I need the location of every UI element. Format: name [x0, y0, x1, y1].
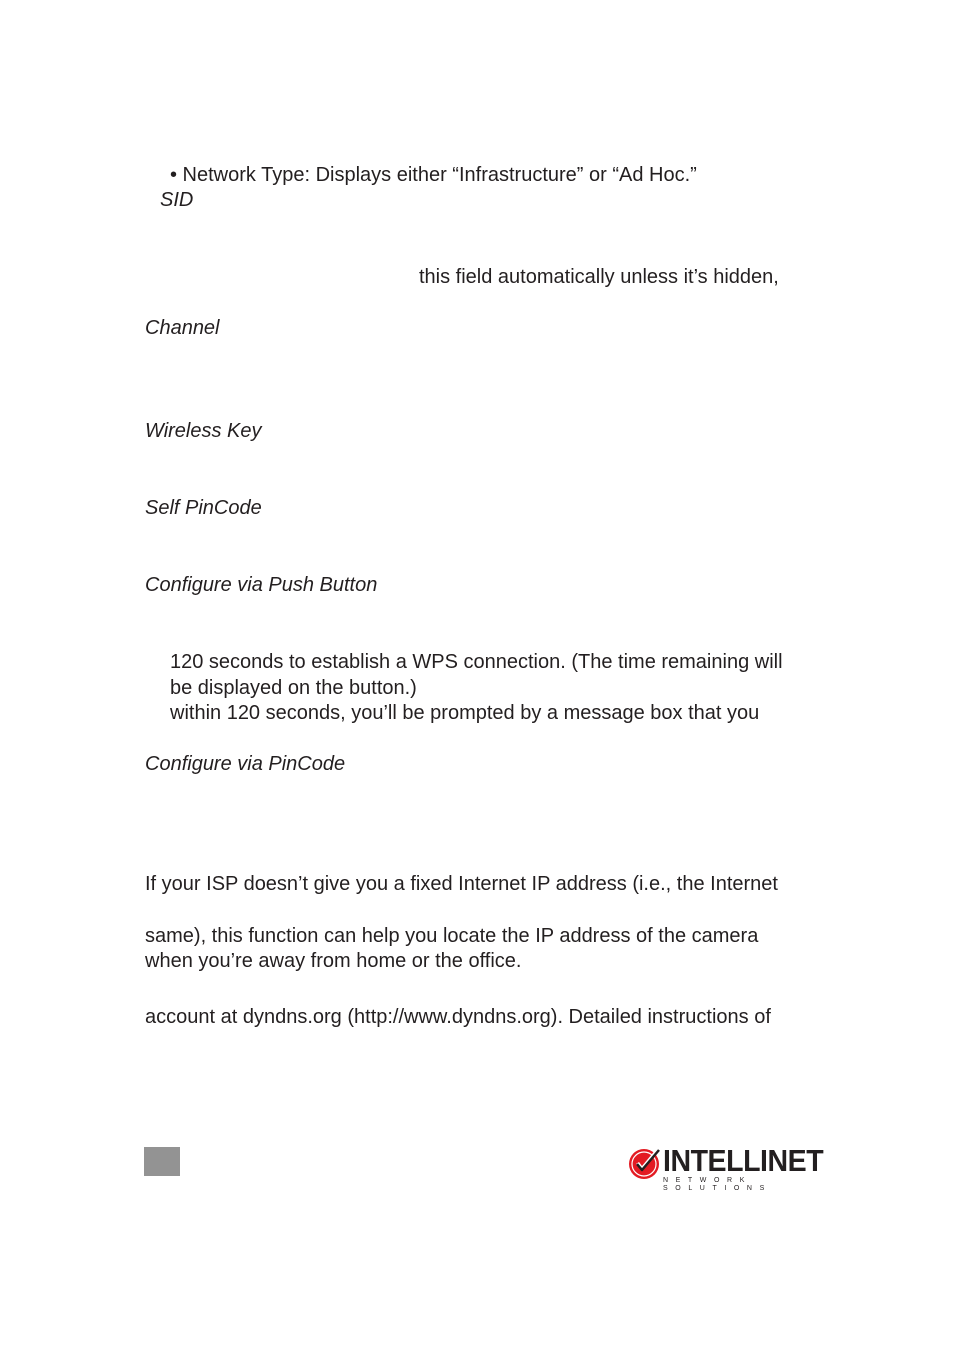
logo-wordmark: INTELLINET [663, 1143, 824, 1178]
intellinet-logo [627, 1143, 843, 1192]
within-120-text: within 120 seconds, you’ll be prompted by a message box that you [170, 702, 760, 724]
dyndns-text: account at dyndns.org (http://www.dyndns.org). Detailed instructions of [145, 1006, 771, 1028]
field-auto-text: this field automatically unless it’s hidden, [419, 266, 779, 288]
page-number-box [144, 1147, 180, 1176]
channel-heading: Channel [145, 317, 220, 339]
same-function-text: same), this function can help you locate the IP address of the camera [145, 925, 759, 947]
away-home-text: when you’re away from home or the office. [145, 950, 522, 972]
logo-tagline: NETWORK SOLUTIONS [663, 1177, 772, 1192]
isp-fixed-text: If your ISP doesn’t give you a fixed Internet IP address (i.e., the Internet [145, 873, 778, 895]
network-type-bullet: • Network Type: Displays either “Infrastructure” or “Ad Hoc.” [170, 164, 697, 186]
sid-heading: SID [160, 189, 194, 211]
checkmark-circle-icon [627, 1145, 663, 1181]
displayed-button-text: be displayed on the button.) [170, 677, 417, 699]
push-button-heading: Configure via Push Button [145, 574, 378, 596]
wireless-key-heading: Wireless Key [145, 420, 262, 442]
self-pincode-heading: Self PinCode [145, 497, 262, 519]
via-pincode-heading: Configure via PinCode [145, 753, 346, 775]
wps-120-text: 120 seconds to establish a WPS connection. (The time remaining will [170, 651, 783, 673]
